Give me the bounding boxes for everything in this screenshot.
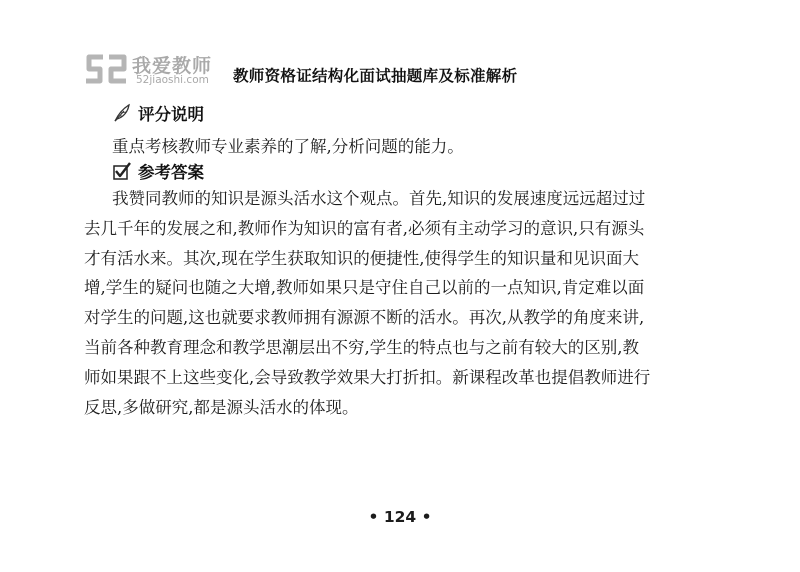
answer-body: [84, 184, 712, 422]
logo-text: 我爱教师: [132, 55, 213, 77]
page-number: • 124 •: [368, 508, 432, 526]
answer-line: 增,学生的疑问也随之大增,教师如果只是守住自己以前的一点知识,肯定难以面: [84, 278, 645, 298]
answer-title: 参考答案: [138, 163, 204, 182]
logo: [84, 50, 224, 90]
quill-icon: [112, 103, 132, 123]
answer-section-heading: [112, 159, 204, 183]
answer-line: 师如果跟不上这些变化,会导致教学效果大打折扣。新课程改革也提倡教师进行: [84, 367, 651, 387]
logo-url: 52jiaoshi.com: [136, 74, 209, 86]
checkbox-checked-icon: [112, 161, 132, 181]
scoring-text: 重点考核教师专业素养的了解,分析问题的能力。: [112, 137, 464, 156]
answer-line: 当前各种教育理念和教学思潮层出不穷,学生的特点也与之前有较大的区别,教: [84, 337, 639, 357]
scoring-title: 评分说明: [138, 105, 204, 124]
answer-line: 我赞同教师的知识是源头活水这个观点。首先,知识的发展速度远远超过过: [112, 189, 646, 208]
page-header: [84, 50, 704, 90]
answer-line: 才有活水来。其次,现在学生获取知识的便捷性,使得学生的知识量和见识面大: [84, 248, 639, 268]
logo-mark-icon: [84, 52, 128, 86]
book-title: 教师资格证结构化面试抽题库及标准解析: [233, 67, 518, 85]
scoring-section-heading: [112, 101, 204, 125]
answer-line: 对学生的问题,这也就要求教师拥有源源不断的活水。再次,从教学的角度来讲,: [84, 308, 645, 328]
answer-line: 去几千年的发展之和,教师作为知识的富有者,必须有主动学习的意识,只有源头: [84, 218, 645, 238]
answer-line: 反思,多做研究,都是源头活水的体现。: [84, 397, 359, 417]
